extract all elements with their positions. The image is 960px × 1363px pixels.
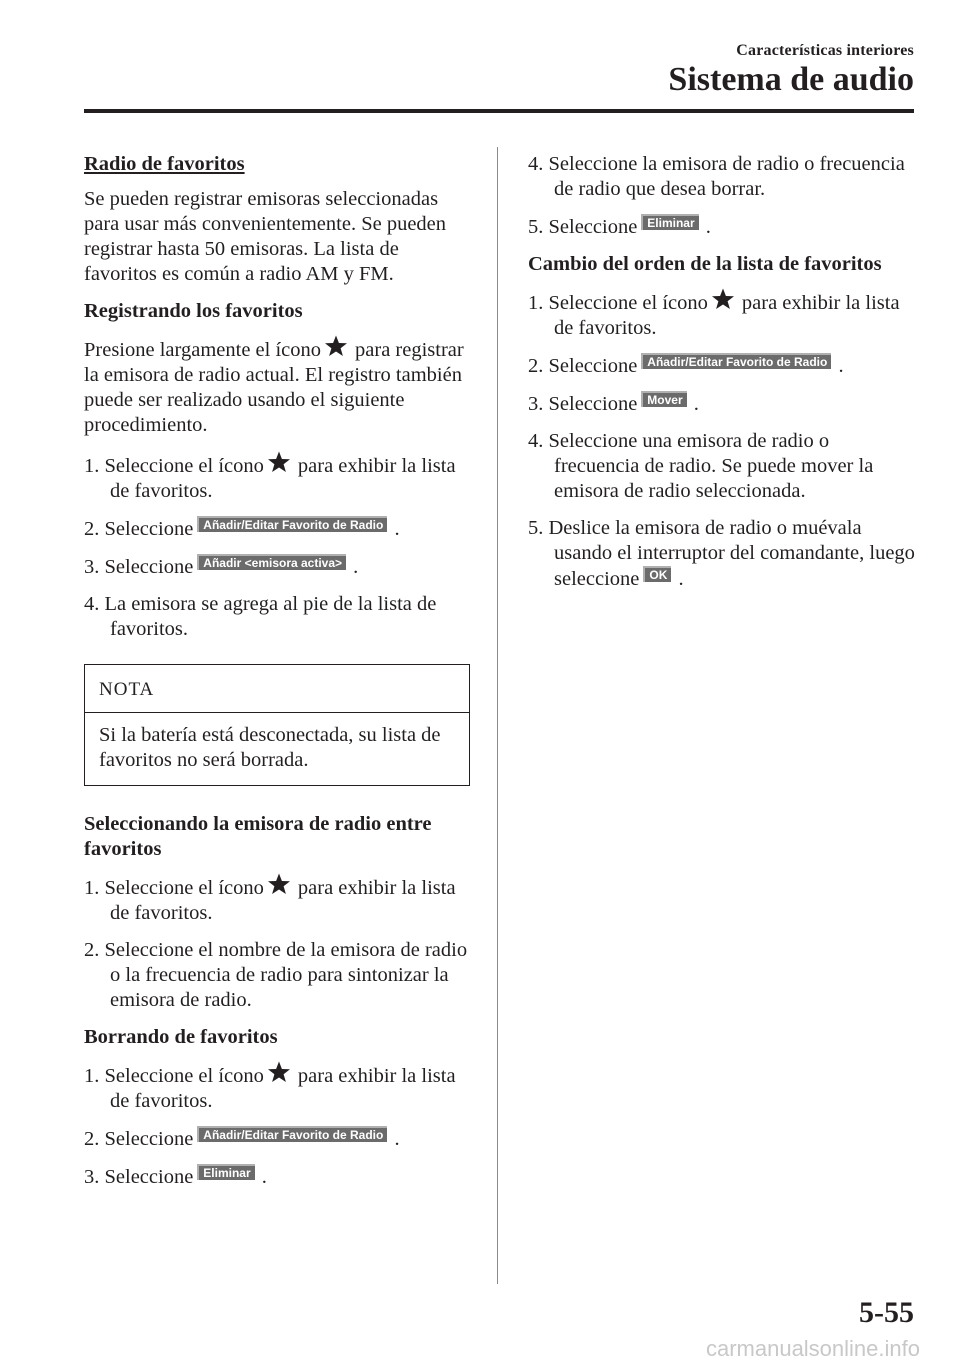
step-text: Deslice la emisora de radio o muévala usando el interruptor del comandante, luego seleccione xyxy=(548,517,915,590)
order-step-2 xyxy=(528,353,918,379)
step-number: 1. xyxy=(84,455,100,477)
step-text: Seleccione el ícono xyxy=(104,455,264,477)
step-text: Seleccione xyxy=(104,1166,194,1188)
step-number: 2. xyxy=(84,939,100,961)
step-text: para exhibir la lista de favoritos. xyxy=(110,1065,456,1112)
order-step-4 xyxy=(528,429,918,504)
step-text: Seleccione xyxy=(104,556,194,578)
register-step-3 xyxy=(84,554,470,580)
star-icon xyxy=(710,287,736,311)
step-text: Seleccione la emisora de radio o frecuencia de radio que desea borrar. xyxy=(548,153,905,200)
step-text: para exhibir la lista de favoritos. xyxy=(110,877,456,924)
add-active-station-button[interactable]: Añadir <emisora activa> xyxy=(197,554,346,570)
select-step-1 xyxy=(84,872,470,926)
star-icon xyxy=(266,872,292,896)
star-icon xyxy=(266,1060,292,1084)
note-box xyxy=(84,664,470,786)
step-number: 4. xyxy=(528,153,544,175)
register-step-4 xyxy=(84,592,470,642)
step-number: 4. xyxy=(528,430,544,452)
order-step-5 xyxy=(528,516,918,592)
step-text: Seleccione una emisora de radio o frecuencia de radio. Se puede mover la emisora de radio seleccionada. xyxy=(548,430,874,502)
step-end: . xyxy=(693,393,699,415)
step-number: 2. xyxy=(84,1128,100,1150)
step-end: . xyxy=(394,518,400,540)
order-step-1 xyxy=(528,287,918,341)
section-heading-select: Seleccionando la emisora de radio entre favoritos xyxy=(84,813,432,860)
step-end: . xyxy=(838,355,844,377)
delete-button[interactable]: Eliminar xyxy=(641,214,698,230)
add-edit-favorite-button[interactable]: Añadir/Editar Favorito de Radio xyxy=(197,516,387,532)
move-button[interactable]: Mover xyxy=(641,391,686,407)
step-end: . xyxy=(261,1166,267,1188)
intro-paragraph: Se pueden registrar emisoras seleccionadas para usar más convenientemente. Se pueden registrar hasta 50 emisoras. La lista de favoritos es común a radio AM y FM. xyxy=(84,188,447,285)
step-text: Seleccione el ícono xyxy=(548,292,708,314)
section-heading-register: Registrando los favoritos xyxy=(84,300,303,322)
header-rule xyxy=(84,109,914,113)
step-text: Seleccione el ícono xyxy=(104,1065,264,1087)
watermark: carmanualsonline.info xyxy=(705,1336,920,1361)
left-column xyxy=(84,152,470,1202)
step-text: Seleccione xyxy=(548,393,638,415)
order-step-3 xyxy=(528,391,918,417)
step-number: 1. xyxy=(528,292,544,314)
star-icon xyxy=(266,450,292,474)
delete-step-4 xyxy=(528,152,918,202)
step-text: La emisora se agrega al pie de la lista de favoritos. xyxy=(104,593,437,640)
step-number: 3. xyxy=(84,556,100,578)
step-number: 2. xyxy=(528,355,544,377)
step-number: 2. xyxy=(84,518,100,540)
step-text: Seleccione el nombre de la emisora de radio o la frecuencia de radio para sintonizar la emisora de radio. xyxy=(104,939,468,1011)
page-title: Sistema de audio xyxy=(668,61,914,98)
step-text: Seleccione el ícono xyxy=(104,877,264,899)
register-text-b: para registrar la emisora de radio actual. El registro también puede ser realizado usando el siguiente procedimiento. xyxy=(84,339,464,436)
section-heading-favorites: Radio de favoritos xyxy=(84,153,245,175)
register-step-2 xyxy=(84,516,470,542)
star-icon xyxy=(323,334,349,358)
delete-step-1 xyxy=(84,1060,470,1114)
step-text: para exhibir la lista de favoritos. xyxy=(554,292,900,339)
note-body: Si la batería está desconectada, su lista de favoritos no será borrada. xyxy=(99,724,441,771)
step-text: Seleccione xyxy=(548,216,638,238)
note-title: NOTA xyxy=(85,665,469,713)
register-step-1 xyxy=(84,450,470,504)
select-step-2 xyxy=(84,938,470,1013)
delete-step-2 xyxy=(84,1126,470,1152)
register-paragraph xyxy=(84,334,470,438)
delete-step-5 xyxy=(528,214,918,240)
step-number: 4. xyxy=(84,593,100,615)
page-number: 5-55 xyxy=(859,1296,914,1329)
header-category: Características interiores xyxy=(736,42,914,59)
step-text: para exhibir la lista de favoritos. xyxy=(110,455,456,502)
step-number: 5. xyxy=(528,517,544,539)
step-number: 1. xyxy=(84,877,100,899)
step-text: Seleccione xyxy=(104,1128,194,1150)
right-column xyxy=(528,152,918,604)
delete-step-3 xyxy=(84,1164,470,1190)
ok-button[interactable]: OK xyxy=(643,566,671,582)
add-edit-favorite-button[interactable]: Añadir/Editar Favorito de Radio xyxy=(197,1126,387,1142)
step-end: . xyxy=(678,568,684,590)
step-number: 3. xyxy=(528,393,544,415)
section-heading-order: Cambio del orden de la lista de favoritos xyxy=(528,253,882,275)
section-heading-delete: Borrando de favoritos xyxy=(84,1026,278,1048)
step-number: 1. xyxy=(84,1065,100,1087)
step-end: . xyxy=(353,556,359,578)
delete-button[interactable]: Eliminar xyxy=(197,1164,254,1180)
step-text: Seleccione xyxy=(104,518,194,540)
step-number: 5. xyxy=(528,216,544,238)
step-end: . xyxy=(394,1128,400,1150)
register-text-a: Presione largamente el ícono xyxy=(84,339,322,361)
step-number: 3. xyxy=(84,1166,100,1188)
step-text: Seleccione xyxy=(548,355,638,377)
column-divider xyxy=(497,147,498,1284)
add-edit-favorite-button[interactable]: Añadir/Editar Favorito de Radio xyxy=(641,353,831,369)
step-end: . xyxy=(705,216,711,238)
